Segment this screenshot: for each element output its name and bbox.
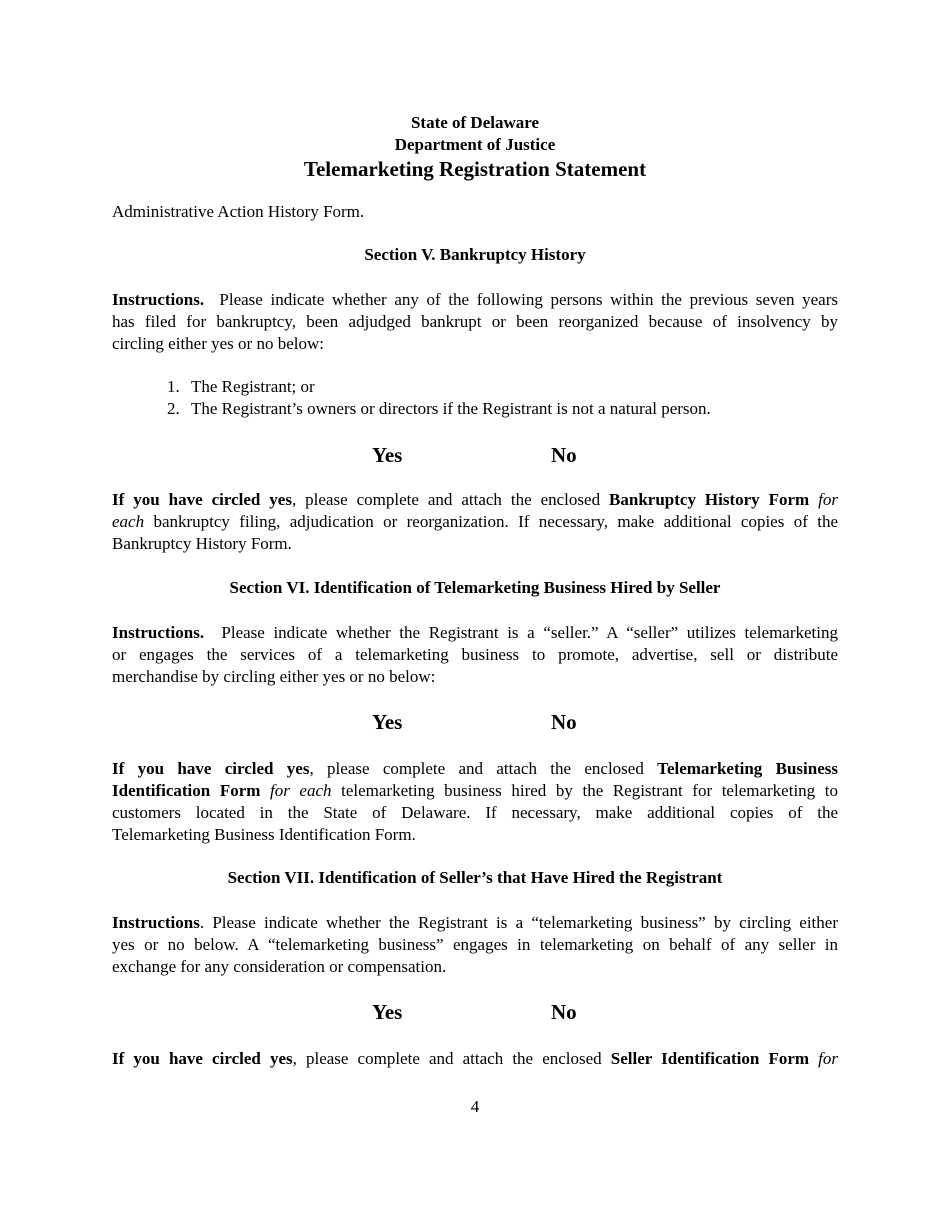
section-vii-no-option[interactable]: No bbox=[551, 1000, 577, 1024]
instructions-label: Instructions. bbox=[112, 290, 205, 309]
section-vi-instructions: Instructions. Please indicate whether the Registrant is a “seller.” A “seller” utilizes telemarketing or engages the services of a telemarketing business to promote, advertise, sell or distribute merchandise by circling either yes or no below: bbox=[112, 623, 838, 686]
section-vi-followup: If you have circled yes, please complete and attach the enclosed Telemarketing Business Identification Form for each telemarketing business hired by the Registrant for telemarketing to customers located in the State of Delaware. If necessary, make additional copies of the Telemarketing Business Identification Form. bbox=[112, 759, 838, 844]
header-state: State of Delaware bbox=[410, 113, 540, 132]
section-v-yes-option[interactable]: Yes bbox=[372, 443, 403, 467]
section-v-list bbox=[167, 376, 711, 420]
page-title: Telemarketing Registration Statement bbox=[303, 157, 647, 181]
section-v-heading: Section V. Bankruptcy History bbox=[364, 245, 586, 264]
section-v-no-option[interactable]: No bbox=[551, 443, 577, 467]
section-vii-yes-option[interactable]: Yes bbox=[372, 1000, 403, 1024]
section-vi-yes-option[interactable]: Yes bbox=[372, 710, 403, 734]
section-vii-followup: If you have circled yes, please complete and attach the enclosed Seller Identification Form for bbox=[112, 1049, 838, 1068]
section-v-followup: If you have circled yes, please complete and attach the enclosed Bankruptcy History Form for each bankruptcy filing, adjudication or reorganization. If necessary, make additional copies of the Bankruptcy History Form. bbox=[112, 490, 838, 553]
section-v-instructions: Instructions. Please indicate whether any of the following persons within the previous seven years has filed for bankruptcy, been adjudged bankrupt or been reorganized because of insolvency by circling either yes or no below: bbox=[112, 290, 839, 353]
section-vi-heading: Section VI. Identification of Telemarketing Business Hired by Seller bbox=[229, 578, 721, 597]
list-item: 2. The Registrant’s owners or directors if the Registrant is not a natural person. bbox=[167, 399, 711, 418]
section-vi-no-option[interactable]: No bbox=[551, 710, 577, 734]
page-number: 4 bbox=[470, 1097, 480, 1116]
intro-text: Administrative Action History Form. bbox=[112, 202, 365, 221]
section-vii-instructions: Instructions. Please indicate whether the Registrant is a “telemarketing business” by circling either yes or no below. A “telemarketing business” engages in telemarketing on behalf of any seller in exchange for any consideration or compensation. bbox=[112, 913, 838, 976]
list-item: 1. The Registrant; or bbox=[167, 377, 315, 396]
header-department: Department of Justice bbox=[394, 135, 556, 154]
section-vii-heading: Section VII. Identification of Seller’s that Have Hired the Registrant bbox=[227, 868, 723, 887]
